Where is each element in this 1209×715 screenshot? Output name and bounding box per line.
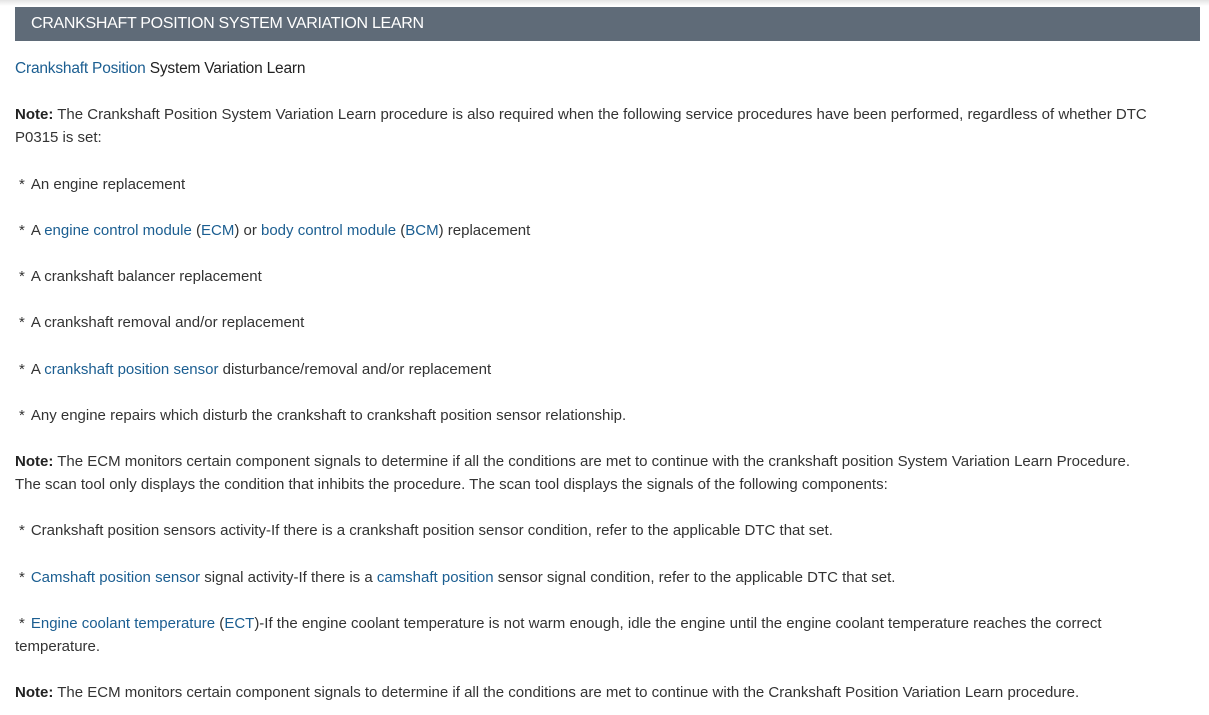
- list-item-text: A crankshaft balancer replacement: [30, 268, 262, 285]
- list-item-text: Crankshaft position sensors activity-If there is a crankshaft position sensor condition, refer to the applicable DTC that set.: [30, 522, 833, 539]
- list-item-text: Any engine repairs which disturb the crankshaft to crankshaft position sensor relationship.: [30, 407, 627, 424]
- list-item-text: disturbance/removal and/or replacement: [218, 361, 492, 378]
- note-text: The scan tool only displays the condition that inhibits the procedure. The scan tool displays the signals of the following components:: [15, 476, 888, 493]
- ecm-link[interactable]: ECM: [200, 222, 235, 239]
- list-item-continuation: [15, 635, 100, 658]
- list-item: [19, 358, 491, 381]
- engine-coolant-temperature-link[interactable]: Engine coolant temperature: [30, 615, 216, 632]
- list-item-text: ) replacement: [438, 222, 531, 239]
- note-label: Note:: [15, 453, 54, 470]
- list-item-text: A: [30, 222, 45, 239]
- bullet-marker: *: [19, 407, 25, 424]
- list-item: [19, 173, 185, 196]
- list-item-text: A crankshaft removal and/or replacement: [30, 314, 305, 331]
- note-label: Note:: [15, 684, 54, 701]
- bcm-link[interactable]: BCM: [405, 222, 439, 239]
- subtitle-text: System Variation Learn: [149, 60, 306, 77]
- crankshaft-position-link[interactable]: Crankshaft Position: [15, 60, 146, 77]
- bullet-marker: *: [19, 222, 25, 239]
- list-item: [19, 265, 262, 288]
- top-divider: [0, 0, 1209, 6]
- ect-link[interactable]: ECT: [224, 615, 255, 632]
- note-label: Note:: [15, 106, 54, 123]
- note-3: [15, 681, 1079, 704]
- list-item: [19, 219, 530, 242]
- list-item-text: sensor signal condition, refer to the applicable DTC that set.: [493, 569, 896, 586]
- list-item-text: (: [215, 615, 225, 632]
- body-control-module-link[interactable]: body control module: [261, 222, 397, 239]
- list-item-text: A: [30, 361, 45, 378]
- list-item: [19, 612, 1102, 635]
- list-item-text: (: [396, 222, 406, 239]
- bullet-marker: *: [19, 361, 25, 378]
- bullet-marker: *: [19, 522, 25, 539]
- camshaft-position-link[interactable]: camshaft position: [376, 569, 494, 586]
- crankshaft-position-sensor-link[interactable]: crankshaft position sensor: [44, 361, 219, 378]
- bullet-marker: *: [19, 615, 25, 632]
- section-title: CRANKSHAFT POSITION SYSTEM VARIATION LEARN: [31, 15, 424, 32]
- note-text: The ECM monitors certain component signals to determine if all the conditions are met to continue with the Crankshaft Position Variation Learn procedure.: [57, 684, 1080, 701]
- list-item: [19, 566, 895, 589]
- bullet-marker: *: [19, 569, 25, 586]
- bullet-marker: *: [19, 176, 25, 193]
- list-item: [19, 404, 626, 427]
- note-1-line-2: [15, 126, 102, 149]
- note-1-line-1: [15, 103, 1147, 126]
- engine-control-module-link[interactable]: engine control module: [44, 222, 192, 239]
- section-header: [15, 7, 1200, 41]
- list-item: [19, 311, 304, 334]
- page-subtitle: [15, 59, 305, 79]
- note-2-line-1: [15, 450, 1130, 473]
- list-item-text: signal activity-If there is a: [200, 569, 377, 586]
- bullet-marker: *: [19, 314, 25, 331]
- list-item-text: temperature.: [15, 638, 101, 655]
- note-2-line-2: [15, 473, 888, 496]
- list-item-text: An engine replacement: [30, 176, 186, 193]
- camshaft-position-sensor-link[interactable]: Camshaft position sensor: [30, 569, 201, 586]
- note-text: The Crankshaft Position System Variation Learn procedure is also required when the following service procedures have been performed, regardless of whether DTC: [57, 106, 1147, 123]
- note-text: The ECM monitors certain component signals to determine if all the conditions are met to continue with the crankshaft position System Variation Learn Procedure.: [57, 453, 1130, 470]
- list-item-text: (: [191, 222, 201, 239]
- list-item: [19, 519, 833, 542]
- bullet-marker: *: [19, 268, 25, 285]
- note-text: P0315 is set:: [15, 129, 102, 146]
- list-item-text: )-If the engine coolant temperature is not warm enough, idle the engine until the engine coolant temperature reaches the correct: [254, 615, 1102, 632]
- list-item-text: ) or: [234, 222, 261, 239]
